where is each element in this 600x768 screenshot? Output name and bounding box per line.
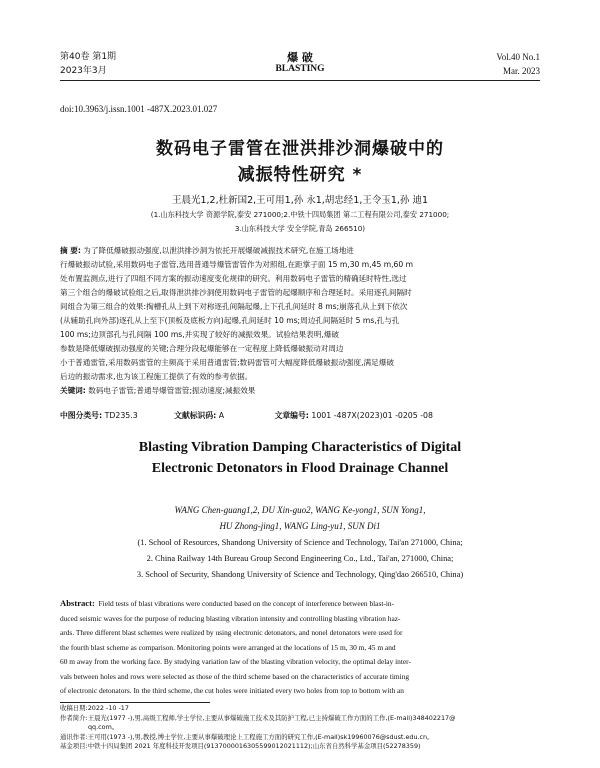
- footnotes: [60, 704, 540, 752]
- header-date-cn: 2023年3月: [60, 66, 107, 76]
- authors-cn: 王晨光1,2,杜新国2,王可用1,孙 永1,胡忠经1,王令玉1,孙 迪1: [171, 195, 429, 206]
- doi: doi:10.3963/j.issn.1001 -487X.2023.01.027: [60, 104, 218, 114]
- abstract-cn: [60, 244, 540, 398]
- article-number-value: 1001 -487X(2023)01 -0205 -08: [311, 411, 433, 420]
- authors-en-line1: WANG Chen-guang1,2, DU Xin-guo2, WANG Ke-yong1, SUN Yong1,: [174, 505, 426, 515]
- header-journal-en: BLASTING: [275, 64, 325, 74]
- keywords-cn-text: 数码电子雷管;普通导爆管雷管;振动速度;减振效果: [88, 386, 256, 395]
- header-volume-en: Vol.40 No.1: [496, 52, 540, 62]
- abstract-en-label: Abstract:: [60, 598, 95, 608]
- affil-en-line3: 3. School of Security, Shandong University of Science and Technology, Qing'dao 266510, China): [136, 570, 464, 579]
- abstract-en-line: the fourth blast scheme as comparison. Monitoring points were arranged at the locations of 15 m, 30 m, 45 m and: [60, 642, 396, 652]
- title-cn-line2: 减振特性研究 *: [237, 165, 363, 185]
- abstract-cn-line: 第三个组合的爆破试验组之后,取得泄洪排沙洞使用数码电子雷管的起爆顺序和合理延时。采用逐孔间隔时: [60, 288, 412, 297]
- title-en-line2: Electronic Detonators in Flood Drainage Channel: [151, 461, 449, 476]
- footnote-received: 收稿日期:2022 -10 -17: [60, 704, 129, 712]
- header-volume-cn: 第40卷 第1期: [60, 52, 117, 62]
- footnote-funding: 基金项目:中铁十四局集团 2021 年度科技开发项目(9137000016305599012021112);山东省自然科学基金项目(52278359): [60, 742, 421, 750]
- authors-en-line2: HU Zhong-jing1, WANG Ling-yu1, SUN Di1: [219, 521, 381, 531]
- abstract-en-line: 60 m away from the working face. By studying variation law of the blasting vibration velocity, the optimal delay inter-: [60, 657, 411, 666]
- clc-value: TD235.3: [104, 411, 138, 420]
- abstract-en: [60, 596, 540, 699]
- footnote-corresponding: 通讯作者:王可用(1973 -),男,教授,博士学位,主要从事爆破理论上工程施工方面的研究工作,(E-mail)sk19960076@sdust.edu.cn。: [60, 732, 434, 741]
- abstract-en-line: vals between holes and rows were selected as those of the third scheme based on the characteristics of accurate timing: [60, 671, 410, 681]
- footnote-rule: [60, 702, 210, 703]
- doc-code-value: A: [218, 411, 225, 420]
- abstract-cn-line: 后边的振动需求,也为该工程施工提供了有效的参考依据。: [60, 372, 253, 381]
- abstract-en-line: ards. Three different blast schemes were realized by using electronic detonators, and nonel detonators were used for: [60, 628, 403, 637]
- article-number-label: 文章编号:: [274, 411, 309, 420]
- abstract-cn-line: 参数是降低爆破振动强度的关键;合理分段起爆能够在一定程度上降低爆破振动对周边: [60, 344, 344, 353]
- abstract-cn-line: 小于普通雷管,采用数码雷管的主频高于采用普通雷管;数码雷管可大幅度降低爆破振动强度,满足爆破: [60, 358, 394, 367]
- title-en-line1: Blasting Vibration Damping Characteristics of Digital: [138, 440, 462, 455]
- doc-code-label: 文献标识码:: [174, 411, 217, 420]
- header-date-en: Mar. 2023: [503, 66, 540, 76]
- keywords-cn: [60, 384, 540, 398]
- abstract-cn-line: 100 ms;边顶部孔与孔间隔 100 ms,并实现了较好的减振效果。试验结果表明,爆破: [60, 330, 339, 339]
- abstract-cn-line: (从辅助孔向外部)逐孔从上至下(顶板及底板方向)起爆,孔间延时 10 ms;周边孔间隔延时 5 ms,孔与孔: [60, 316, 400, 325]
- abstract-en-line: duced seismic waves for the purpose of reducing blasting vibration intensity and controlling blasting vibration haz-: [60, 613, 401, 623]
- abstract-en-line: of electronic detonators. In the third scheme, the cut holes were initiated every two holes from top to bottom with an: [60, 686, 404, 695]
- header-rule: [60, 80, 540, 81]
- keywords-cn-label: 关键词:: [60, 386, 86, 395]
- classification-row: [60, 410, 540, 421]
- footnote-author-email: qq.com。: [88, 723, 119, 731]
- abstract-cn-line: 间组合为第三组合的效果:掏槽孔从上到下对称逐孔间隔起爆,上下孔孔间延时 8 ms;崩落孔从上到下依次: [60, 302, 408, 311]
- abstract-en-line: Field tests of blast vibrations were conducted based on the concept of interference between blast-in-: [98, 599, 395, 608]
- abstract-cn-label: 摘 要:: [60, 246, 81, 255]
- affil-cn-line2: 3.山东科技大学 安全学院,青岛 266510): [234, 224, 366, 233]
- abstract-cn-line: 为了降低爆破振动强度,以泄洪排沙洞为依托开展爆破减振技术研究,在施工场地进: [83, 246, 354, 255]
- abstract-cn-line: 行爆破振动试验,采用数码电子雷管,选用普通导爆管雷管作为对照组,在距掌子面 15 m,30 m,45 m,60 m: [60, 260, 413, 269]
- header-journal-cn: 爆 破: [287, 51, 313, 64]
- title-cn-line1: 数码电子雷管在泄洪排沙洞爆破中的: [156, 139, 444, 159]
- footnote-author-bio: 作者简介:王晨光(1977 -),男,高级工程师,学士学位,主要从事爆破施工技术及其防护工程,已主持爆破工作方面的工作,(E-mail)348402217@: [60, 713, 456, 722]
- clc-label: 中图分类号:: [60, 411, 103, 420]
- affil-en-line2: 2. China Railway 14th Bureau Group Second Engineering Co., Ltd., Tai'an, 271000, China;: [146, 554, 454, 563]
- abstract-cn-line: 处布置监测点,进行了四组不同方案的振动速度变化规律的研究。利用数码电子雷管的精确延时特性,选过: [60, 274, 407, 283]
- affil-en-line1: (1. School of Resources, Shandong University of Science and Technology, Tai'an 271000, China;: [137, 538, 463, 547]
- affil-cn-line1: (1.山东科技大学 资源学院,泰安 271000;2.中铁十四局集团 第二工程有限公司,泰安 271000;: [150, 210, 450, 219]
